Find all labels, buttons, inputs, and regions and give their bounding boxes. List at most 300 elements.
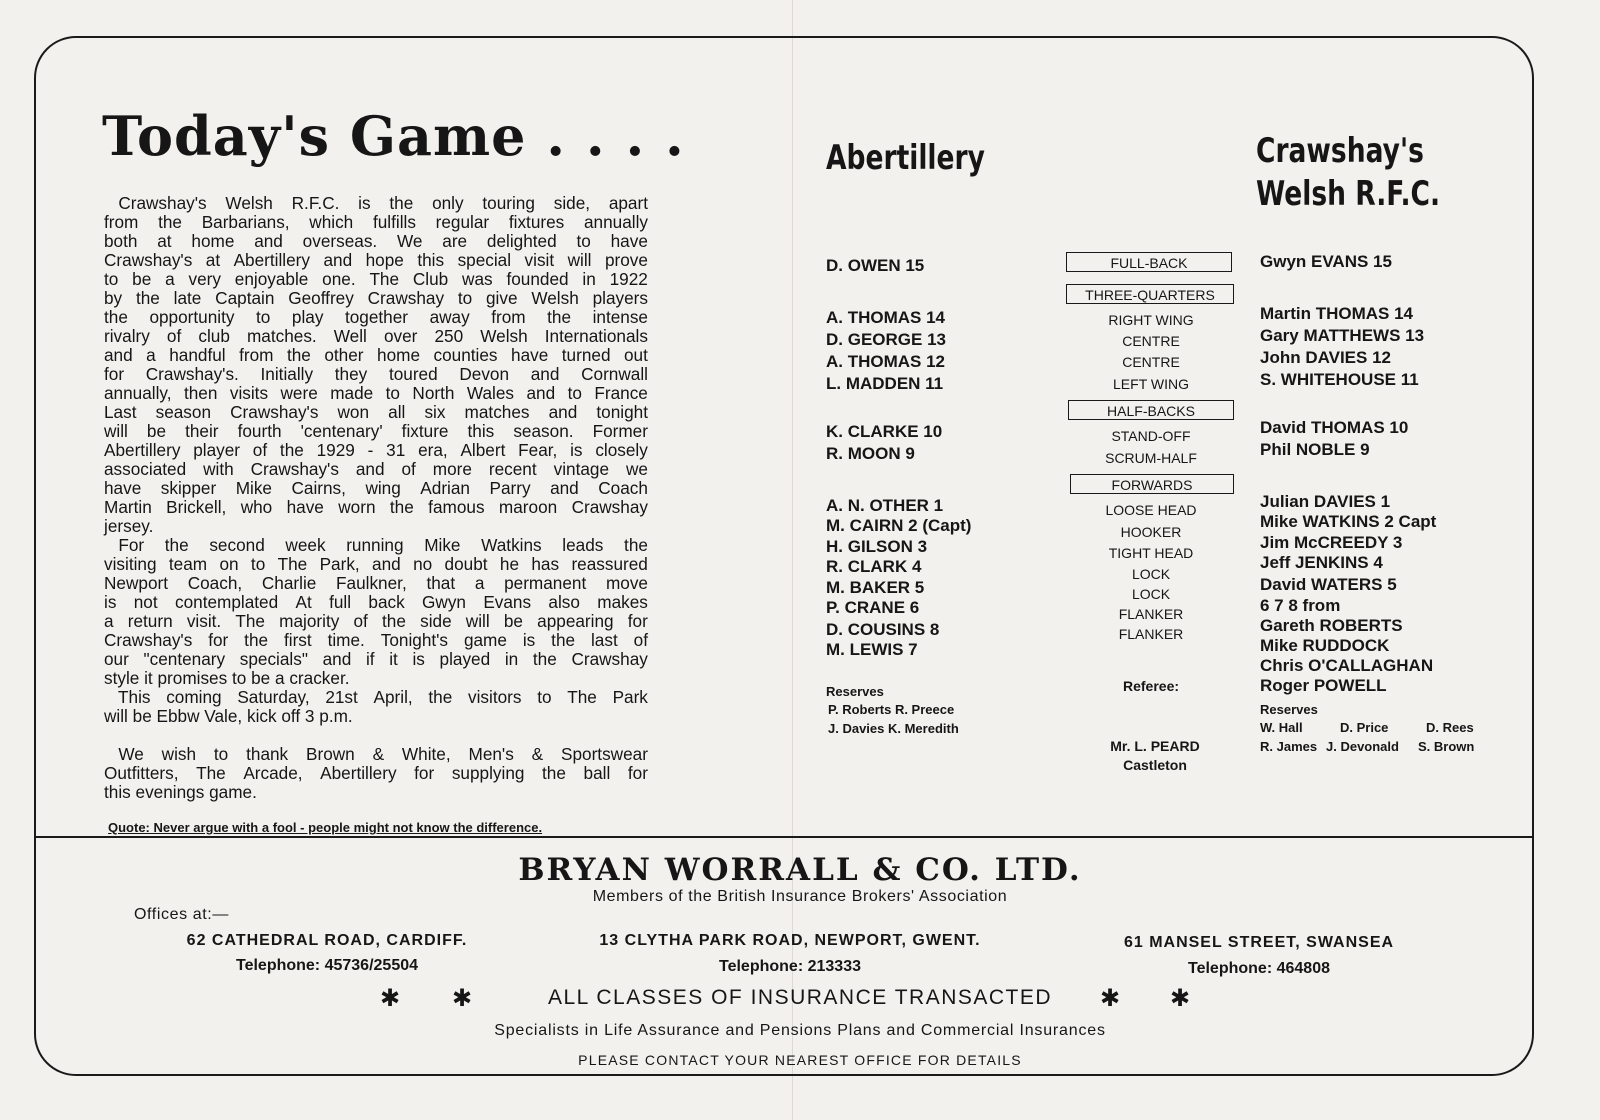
article-word: jersey. xyxy=(104,516,154,536)
article-word: Welsh xyxy=(531,288,579,308)
article-word: Tonight's xyxy=(380,630,449,650)
crawshays-heading xyxy=(1256,130,1440,216)
article-word: all xyxy=(388,402,406,422)
article-word: annually, xyxy=(104,383,172,403)
crawshays-reserve: D. Rees xyxy=(1426,720,1474,735)
position-label: FLANKER xyxy=(1118,606,1184,622)
article-word: 1922 xyxy=(609,269,648,289)
article-word: from xyxy=(104,212,139,232)
office-telephone-swansea: Telephone: 464808 xyxy=(1188,960,1330,977)
article-word: Coach xyxy=(598,478,648,498)
article-word: Well xyxy=(333,326,367,346)
article-word: Adrian xyxy=(420,478,470,498)
article-word: are xyxy=(442,231,468,251)
article-word: the xyxy=(164,535,189,555)
specialists-line: Specialists in Life Assurance and Pensions Plans and Commercial Insurances xyxy=(494,1022,1106,1039)
article-word: side, xyxy=(553,193,591,213)
article-word: to xyxy=(385,383,400,403)
article-word: the xyxy=(389,193,414,213)
article-word: won xyxy=(337,402,370,422)
article-word: Charlie xyxy=(261,573,317,593)
crawshays-reserve: R. James xyxy=(1260,739,1318,754)
star-icon: ✱ xyxy=(452,985,473,1012)
article-word: "centenary xyxy=(143,649,226,669)
article-word: leads xyxy=(562,535,604,555)
article-word: Crawshay's xyxy=(104,630,193,650)
article-word: The xyxy=(369,269,400,289)
article-word: who xyxy=(240,497,273,517)
article-line xyxy=(104,213,648,232)
crawshays-player: 6 7 8 from xyxy=(1260,596,1341,615)
article-word: which xyxy=(309,212,354,232)
article-word: associated xyxy=(104,459,187,479)
article-word: a xyxy=(474,573,485,593)
abertillery-player: M. CAIRN 2 (Capt) xyxy=(826,516,972,535)
article-word: in xyxy=(582,269,596,289)
article-line xyxy=(104,726,648,745)
article-word: 31 xyxy=(386,440,406,460)
article-word: skipper xyxy=(160,478,217,498)
article-word: closely xyxy=(595,440,648,460)
article-word: second xyxy=(209,535,265,555)
article-word: the xyxy=(286,345,311,365)
article-line xyxy=(104,593,648,612)
article-word: fulfills xyxy=(372,212,416,232)
article-word: with xyxy=(203,459,234,479)
article-word: Cairns, xyxy=(291,478,346,498)
abertillery-reserves: P. Roberts R. Preece xyxy=(828,702,955,717)
article-word: supplying xyxy=(451,763,525,783)
abertillery-reserves: J. Davies K. Meredith xyxy=(828,721,959,736)
crawshays-reserve: S. Brown xyxy=(1418,739,1475,754)
article-line xyxy=(104,783,648,802)
article-word: Abertillery xyxy=(320,763,397,783)
crawshays-reserves-label: Reserves xyxy=(1260,702,1318,717)
article-word: Park xyxy=(612,687,648,707)
article-word: vintage xyxy=(553,459,610,479)
crawshays-player: John DAVIES 12 xyxy=(1260,348,1391,367)
article-line xyxy=(104,517,648,536)
article-word: home xyxy=(377,345,421,365)
article-word: together xyxy=(344,307,409,327)
article-line xyxy=(104,498,648,517)
article-word: from xyxy=(491,307,526,327)
article-word: Crawshay's xyxy=(250,459,339,479)
article-word: enjoyable xyxy=(234,269,309,289)
article-word: they xyxy=(334,364,368,384)
article-word: thank xyxy=(246,744,289,764)
article-word: doubt xyxy=(444,554,488,574)
article-line xyxy=(104,536,648,555)
position-label: SCRUM-HALF xyxy=(1105,450,1197,466)
position-label: CENTRE xyxy=(1122,354,1180,370)
article-word: full xyxy=(329,592,352,612)
article-line xyxy=(104,555,648,574)
article-word: The xyxy=(277,554,308,574)
article-word: the xyxy=(542,763,566,783)
article-word: be xyxy=(132,269,152,289)
article-word: of xyxy=(252,440,268,460)
article-word: time. xyxy=(327,630,365,650)
article-word: The xyxy=(567,687,597,707)
article-word: famous xyxy=(428,497,485,517)
article-line xyxy=(104,384,648,403)
article-word: the xyxy=(532,649,557,669)
article-word: Men's xyxy=(468,744,514,764)
abertillery-player: H. GILSON 3 xyxy=(826,537,928,556)
abertillery-player: K. CLARKE 10 xyxy=(826,422,943,441)
article-line xyxy=(104,669,648,688)
article-word: were xyxy=(280,383,318,403)
referee-place: Castleton xyxy=(1123,757,1187,773)
quote: Quote: Never argue with a fool - people might not know the difference. xyxy=(108,820,543,835)
offices-label: Offices at:— xyxy=(134,906,229,923)
article-word: and xyxy=(104,345,133,365)
article-word: home xyxy=(191,231,235,251)
insurance-tagline: ALL CLASSES OF INSURANCE TRANSACTED xyxy=(547,986,1053,1009)
article-word: matches xyxy=(464,402,530,422)
article-word: late xyxy=(173,288,202,308)
article-word: Albert xyxy=(460,440,506,460)
article-word: give xyxy=(485,288,518,308)
crawshays-player: Jeff JENKINS 4 xyxy=(1260,553,1383,572)
article-word: apart xyxy=(608,193,648,213)
crawshays-player: Julian DAVIES 1 xyxy=(1260,492,1391,511)
article-word: and xyxy=(550,478,579,498)
article-word: this evenings game. xyxy=(104,782,257,802)
article-line xyxy=(104,270,648,289)
article-word: is xyxy=(522,630,536,650)
article-word: Crawshay's xyxy=(104,193,207,213)
article-word: For xyxy=(104,535,145,555)
crawshays-player: Gary MATTHEWS 13 xyxy=(1260,326,1425,345)
article-word: back xyxy=(368,592,405,612)
article-word: a xyxy=(165,269,175,289)
article-word: Brown xyxy=(306,744,355,764)
article-word: Brickell, xyxy=(166,497,227,517)
article-word: and xyxy=(355,459,385,479)
article-word: Gwyn xyxy=(422,592,466,612)
article-word: handful xyxy=(169,345,226,365)
article-word: player xyxy=(193,440,241,460)
article-word: in xyxy=(504,649,519,669)
abertillery-player: P. CRANE 6 xyxy=(826,598,920,617)
article-word: also xyxy=(548,592,580,612)
crawshays-reserve: D. Price xyxy=(1340,720,1389,735)
crawshays-player: Martin THOMAS 14 xyxy=(1260,304,1414,323)
article-word: overseas. xyxy=(302,231,378,251)
article-word: Mike xyxy=(235,478,272,498)
company-name: BRYAN WORRALL & CO. LTD. xyxy=(518,852,1082,888)
article-word: permanent xyxy=(504,573,587,593)
article-word: Evans xyxy=(483,592,532,612)
office-address-newport: 13 CLYTHA PARK ROAD, NEWPORT, GWENT. xyxy=(599,932,981,949)
abertillery-player: M. LEWIS 7 xyxy=(826,640,918,659)
position-label: HOOKER xyxy=(1120,524,1182,540)
company-membership: Members of the British Insurance Brokers' Association xyxy=(592,888,1008,905)
article-word: and xyxy=(530,364,560,384)
article-word: he xyxy=(499,554,520,574)
article-word: 'centenary' xyxy=(300,421,383,441)
article-word: Devon xyxy=(459,364,510,384)
article-word: the xyxy=(135,288,160,308)
article-word: will xyxy=(465,611,490,631)
contact-line: PLEASE CONTACT YOUR NEAREST OFFICE FOR DETAILS xyxy=(578,1052,1022,1068)
article-word: on xyxy=(219,554,239,574)
article-word: for xyxy=(627,611,648,631)
crawshays-fullback: Gwyn EVANS 15 xyxy=(1260,252,1392,271)
article-word: Watkins xyxy=(481,535,542,555)
article-word: is xyxy=(104,592,117,612)
crawshays-reserve: W. Hall xyxy=(1260,720,1303,735)
article-word: recent xyxy=(488,459,537,479)
article-word: be xyxy=(503,611,523,631)
article-word: not xyxy=(133,592,158,612)
article-word: & xyxy=(372,744,385,764)
article-word: the xyxy=(382,611,406,631)
article-word: very xyxy=(188,269,221,289)
abertillery-player: D. COUSINS 8 xyxy=(826,620,940,639)
article-word: Abertillery xyxy=(233,250,310,270)
crawshays-player: Roger POWELL xyxy=(1260,676,1387,695)
article-line xyxy=(104,194,648,213)
article-word: this xyxy=(467,421,495,441)
article-word: to xyxy=(250,554,266,574)
article-line xyxy=(104,327,648,346)
article-word: Welsh xyxy=(225,193,273,213)
position-label: STAND-OFF xyxy=(1111,428,1191,444)
article-line xyxy=(104,232,648,251)
article-word: only xyxy=(432,193,464,213)
article-word: has xyxy=(531,554,560,574)
crawshays-player: David THOMAS 10 xyxy=(1260,418,1409,437)
article-word: for xyxy=(627,763,648,783)
article-line xyxy=(104,631,648,650)
article-word: Abertillery xyxy=(104,440,181,460)
article-word: that xyxy=(426,573,456,593)
article-word: & xyxy=(531,744,544,764)
article-word: the xyxy=(551,630,576,650)
position-label: LOOSE HEAD xyxy=(1105,502,1197,518)
position-label: LOCK xyxy=(1131,586,1171,602)
article-word: hope xyxy=(365,250,404,270)
article-word: maroon xyxy=(498,497,558,517)
position-header-full-back: FULL-BACK xyxy=(1066,252,1232,272)
office-telephone-newport: Telephone: 213333 xyxy=(719,958,861,975)
article-line xyxy=(104,441,648,460)
article-word: will xyxy=(567,250,592,270)
article-text xyxy=(104,194,648,802)
article-word: by xyxy=(104,288,123,308)
article-word: week xyxy=(285,535,326,555)
article-word: and xyxy=(254,231,283,251)
article-word: annually xyxy=(583,212,648,232)
article-word: game xyxy=(463,630,507,650)
article-word: North xyxy=(412,383,455,403)
article-line xyxy=(104,251,648,270)
position-label: CENTRE xyxy=(1122,333,1180,349)
abertillery-fullback: D. OWEN 15 xyxy=(826,256,925,275)
article-word: White, xyxy=(401,744,451,764)
article-word: Crawshay's xyxy=(230,402,319,422)
article-word: to xyxy=(213,744,229,764)
article-word: Crawshay xyxy=(571,649,648,669)
article-word: both xyxy=(104,231,138,251)
position-label: LEFT WING xyxy=(1113,376,1189,392)
article-word: style it promises to be a cracker. xyxy=(104,668,350,688)
article-word: six xyxy=(424,402,446,422)
article-word: have xyxy=(286,497,324,517)
article-word: Coach, xyxy=(187,573,243,593)
article-word: ball xyxy=(583,763,611,783)
article-word: makes xyxy=(597,592,648,612)
position-label: TIGHT HEAD xyxy=(1108,545,1194,561)
article-word: the xyxy=(158,212,182,232)
crawshays-reserve: J. Devonald xyxy=(1326,739,1399,754)
office-address-cardiff: 62 CATHEDRAL ROAD, CARDIFF. xyxy=(186,932,468,949)
article-word: Fear, xyxy=(518,440,558,460)
article-line xyxy=(104,308,648,327)
article-word: Parry xyxy=(489,478,531,498)
article-line xyxy=(104,365,648,384)
article-word: to xyxy=(576,231,591,251)
article-word: over xyxy=(383,326,418,346)
star-icon: ✱ xyxy=(1170,985,1191,1012)
article-word: 21st xyxy=(325,687,358,707)
article-word: is xyxy=(358,193,371,213)
article-word: Outfitters, xyxy=(104,763,179,783)
article-word: to xyxy=(567,383,582,403)
abertillery-player: D. GEORGE 13 xyxy=(826,330,946,349)
article-line xyxy=(104,346,648,365)
article-word: France xyxy=(594,383,648,403)
article-word: visitors xyxy=(468,687,522,707)
article-word: of xyxy=(633,630,648,650)
article-word: wing xyxy=(365,478,401,498)
article-word: era, xyxy=(418,440,448,460)
article-word: one. xyxy=(322,269,356,289)
article-word: running xyxy=(346,535,404,555)
article-word: their xyxy=(185,421,219,441)
position-header-half-backs: HALF-BACKS xyxy=(1068,400,1234,420)
article-word: other xyxy=(324,345,364,365)
article-word: The xyxy=(235,611,265,631)
article-word: we xyxy=(625,459,648,479)
article-word: Last xyxy=(104,402,137,422)
article-word: turned xyxy=(561,345,611,365)
article-word: return xyxy=(127,611,173,631)
advert-divider xyxy=(34,836,1534,838)
article-word: and xyxy=(323,250,353,270)
article-word: of xyxy=(353,611,368,631)
article-word: and xyxy=(526,383,556,403)
article-word: tonight xyxy=(596,402,648,422)
position-header-forwards: FORWARDS xyxy=(1070,474,1234,494)
article-word: visits xyxy=(229,383,269,403)
article-word: have xyxy=(511,345,549,365)
article-word: contemplated xyxy=(174,592,279,612)
article-word: matches. xyxy=(246,326,317,346)
abertillery-player: A. THOMAS 12 xyxy=(826,352,946,371)
abertillery-player: L. MADDEN 11 xyxy=(826,374,944,393)
article-word: no xyxy=(413,554,433,574)
article-word: reassured xyxy=(571,554,648,574)
article-word: Saturday, xyxy=(237,687,310,707)
office-telephone-cardiff: Telephone: 45736/25504 xyxy=(235,957,419,974)
article-word: Crawshay's. xyxy=(145,364,239,384)
article-word: club xyxy=(198,326,230,346)
article-word: the xyxy=(428,687,453,707)
article-word: move xyxy=(605,573,648,593)
article-word: regular xyxy=(435,212,490,232)
article-word: for xyxy=(208,630,229,650)
referee-name: Mr. L. PEARD xyxy=(1110,738,1200,754)
article-line xyxy=(104,650,648,669)
crawshays-player: Mike RUDDOCK xyxy=(1260,636,1390,655)
article-word: - xyxy=(367,440,374,460)
article-word: more xyxy=(432,459,472,479)
article-word: coming xyxy=(166,687,222,707)
article-word: the xyxy=(389,497,414,517)
article-word: Sportswear xyxy=(561,744,648,764)
article-word: of xyxy=(166,326,182,346)
article-word: Captain xyxy=(215,288,275,308)
article-word: Barbarians, xyxy=(201,212,290,232)
crawshays-heading-line2: Welsh R.F.C. xyxy=(1256,174,1441,214)
article-word: and xyxy=(322,649,352,669)
article-word: the xyxy=(547,307,572,327)
article-word: made xyxy=(330,383,374,403)
article-word: 1929 xyxy=(316,440,355,460)
article-word: if xyxy=(365,649,375,669)
article-word: the xyxy=(104,307,128,327)
article-word: Faulkner, xyxy=(336,573,407,593)
article-word: Club xyxy=(412,269,449,289)
article-word: to xyxy=(256,307,271,327)
article-word: fixtures xyxy=(508,212,565,232)
article-word: visit. xyxy=(186,611,222,631)
page-title: Today's Game . . . . xyxy=(102,104,685,168)
article-word: founded xyxy=(506,269,569,289)
abertillery-player: R. MOON 9 xyxy=(826,444,915,463)
article-word: rivalry xyxy=(104,326,150,346)
article-word: team xyxy=(168,554,208,574)
abertillery-player: A. N. OTHER 1 xyxy=(826,496,944,515)
position-label: RIGHT WING xyxy=(1108,312,1194,328)
abertillery-player: M. BAKER 5 xyxy=(826,578,925,597)
article-word: to xyxy=(457,288,473,308)
article-word: season. xyxy=(513,421,574,441)
article-word: it xyxy=(389,649,398,669)
article-word: fixture xyxy=(401,421,449,441)
article-word: is xyxy=(412,649,425,669)
article-word: Geoffrey xyxy=(288,288,354,308)
article-word: This xyxy=(104,687,151,707)
article-word: April, xyxy=(373,687,413,707)
article-word: Newport xyxy=(104,573,168,593)
article-word: last xyxy=(590,630,618,650)
article-line xyxy=(104,574,648,593)
article-word: intense xyxy=(592,307,648,327)
article-word: is xyxy=(570,440,583,460)
article-word: our xyxy=(104,649,129,669)
article-word: played xyxy=(439,649,491,669)
article-line xyxy=(104,422,648,441)
article-word: for xyxy=(414,763,435,783)
article-word: We xyxy=(104,744,144,764)
article-word: appearing xyxy=(537,611,614,631)
article-word: majority xyxy=(279,611,340,631)
